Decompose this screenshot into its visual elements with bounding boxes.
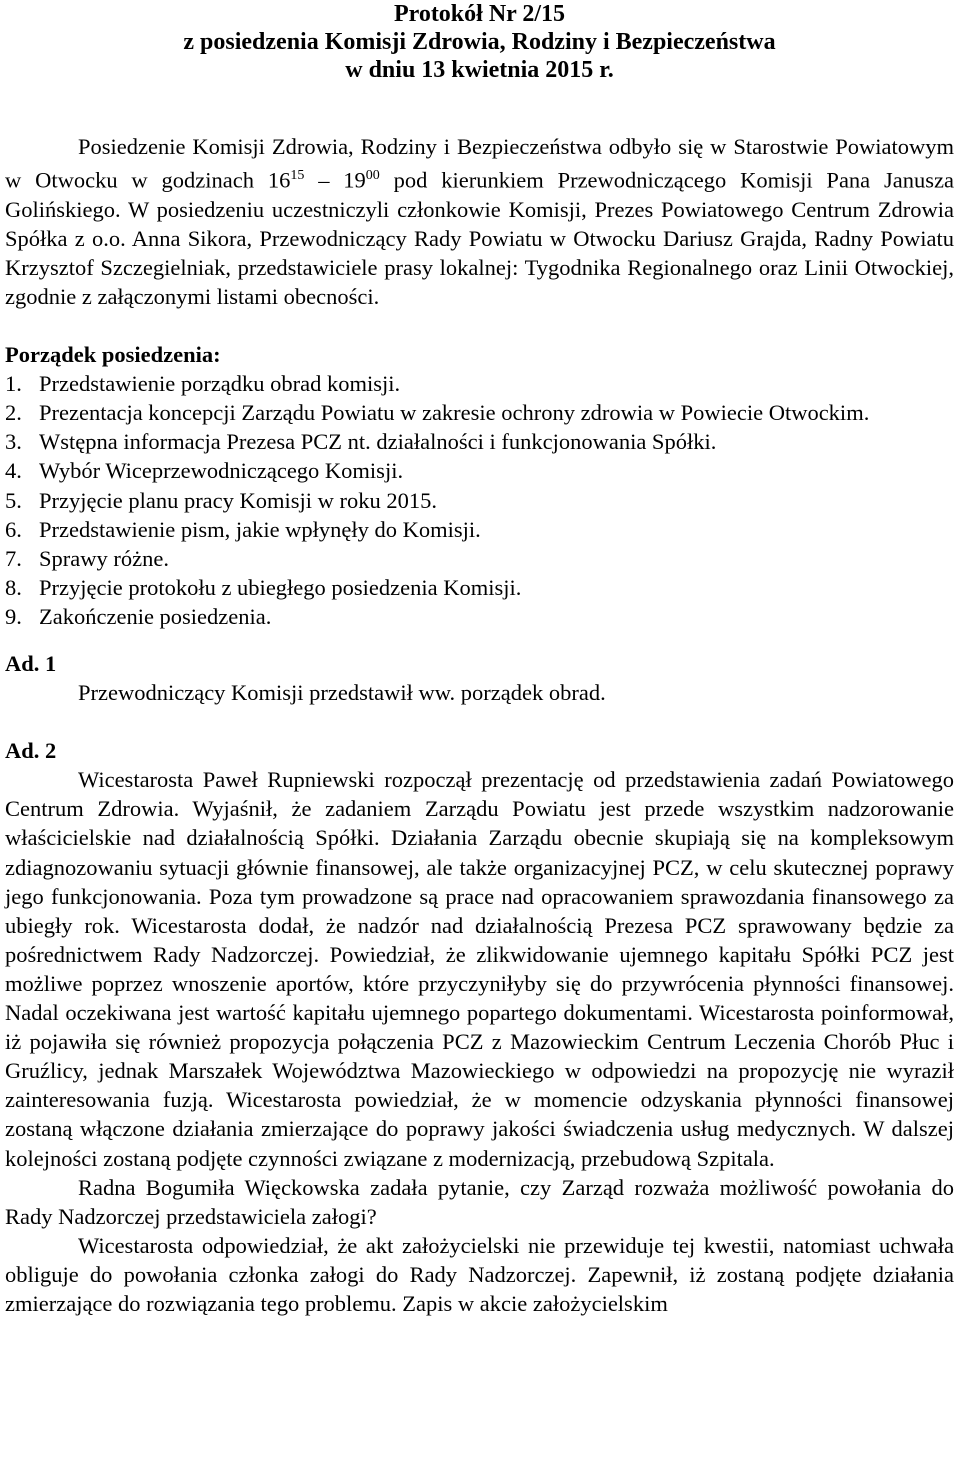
agenda-item xyxy=(5,369,954,398)
agenda-list xyxy=(5,369,954,631)
document-header xyxy=(5,0,954,84)
agenda-item xyxy=(5,427,954,456)
ad2-paragraph: Radna Bogumiła Więckowska zadała pytanie, czy Zarząd rozważa możliwość powołania do Rady Nadzorczej przedstawiciela załogi? xyxy=(5,1174,954,1229)
ad1-text: Przewodniczący Komisji przedstawił ww. porządek obrad. xyxy=(78,680,606,706)
agenda-item xyxy=(5,398,954,427)
intro-paragraph xyxy=(5,132,954,311)
agenda-item-text: Przedstawienie porządku obrad komisji. xyxy=(39,371,401,397)
agenda-item xyxy=(5,515,954,544)
protocol-date: w dniu 13 kwietnia 2015 r. xyxy=(345,57,614,83)
ad2-paragraph: Wicestarosta Paweł Rupniewski rozpoczął prezentację od przedstawienia zadań Powiatowego Centrum Zdrowia. Wyjaśnił, że zadaniem Zarządu Powiatu jest przede wszystkim nadzorowanie właścicielskie nad działalnością Spółki. Działania Zarządu obecnie skupiają się na kompleksowym zdiagnozowaniu sytuacji głównie finansowej, ale także organizacyjnej PCZ, w celu skutecznej poprawy jego funkcjonowania. Poza tym prowadzone są prace nad opracowaniem sprawozdania finansowego za ubiegły rok. Wicestarosta dodał, że nadzór nad działalnością Prezesa PCZ sprawowany będzie za pośrednictwem Rady Nadzorczej. Powiedział, że zlikwidowanie ujemnego kapitału Spółki PCZ jest możliwe poprzez wnoszenie aportów, które przyczyniłyby się do przywrócenia płynności finansowej. Nadal oczekiwana jest wartość kapitału ujemnego popartego dokumentami. Wicestarosta poinformował, iż pojawiła się również propozycja połączenia PCZ z Mazowieckim Centrum Leczenia Chorób Płuc i Gruźlicy, jednak Marszałek Województwa Mazowieckiego w odpowiedzi na propozycję nie wyraził zainteresowania fuzją. Wicestarosta powiedział, że w momencie odzyskania płynności finansowej zostaną włączone działania zmierzające do poprawy jakości świadczenia usług medycznych. W dalszej kolejności zostaną podjęte czynności związane z modernizacją, przebudową Szpitala. xyxy=(5,767,954,1171)
agenda-item-number: 5. xyxy=(5,487,22,513)
agenda-item-number: 3. xyxy=(5,429,22,455)
agenda-item xyxy=(5,544,954,573)
agenda-item xyxy=(5,573,954,602)
agenda-item-number: 6. xyxy=(5,516,22,542)
agenda-item-text: Wybór Wiceprzewodniczącego Komisji. xyxy=(39,458,404,484)
agenda-item-number: 4. xyxy=(5,458,22,484)
agenda-item-text: Przedstawienie pism, jakie wpłynęły do Komisji. xyxy=(39,516,481,542)
agenda-item xyxy=(5,456,954,485)
agenda-item xyxy=(5,486,954,515)
agenda-item-number: 1. xyxy=(5,371,22,397)
agenda-item-number: 7. xyxy=(5,545,22,571)
ad1-title: Ad. 1 xyxy=(5,651,57,676)
agenda-item-text: Przyjęcie planu pracy Komisji w roku 2015. xyxy=(39,487,438,513)
protocol-subtitle: z posiedzenia Komisji Zdrowia, Rodziny i Bezpieczeństwa xyxy=(183,29,776,55)
agenda-item xyxy=(5,602,954,631)
end-time-minutes: 00 xyxy=(365,168,380,184)
agenda-item-text: Przyjęcie protokołu z ubiegłego posiedzenia Komisji. xyxy=(39,574,522,600)
agenda-item-text: Zakończenie posiedzenia. xyxy=(39,603,272,629)
time-separator: – 19 xyxy=(304,167,366,193)
intro-text-start: Posiedzenie Komisji Zdrowia, Rodziny i Bezpieczeństwa odbyło się w Starostwie Powiatowym w Otwocku w godzinach 16 xyxy=(5,134,954,193)
protocol-title: Protokół Nr 2/15 xyxy=(393,1,566,27)
agenda-item-number: 2. xyxy=(5,400,22,426)
agenda-title: Porządek posiedzenia: xyxy=(5,342,221,368)
agenda-item-number: 8. xyxy=(5,574,22,600)
ad2-title: Ad. 2 xyxy=(5,738,57,764)
intro-text-end: pod kierunkiem Przewodniczącego Komisji Pana Janusza Golińskiego. W posiedzeniu uczestniczyli członkowie Komisji, Prezes Powiatowego Centrum Zdrowia Spółka z o.o. Anna Sikora, Przewodniczący Rady Powiatu w Otwocku Dariusz Grajda, Radny Powiatu Krzysztof Szczegielniak, przedstawiciele prasy lokalnej: Tygodnika Regionalnego oraz Linii Otwockiej, zgodnie z załączonymi listami obecności. xyxy=(5,167,954,309)
agenda-item-number: 9. xyxy=(5,603,22,629)
agenda-item-text: Sprawy różne. xyxy=(39,545,169,571)
ad2-paragraph: Wicestarosta odpowiedział, że akt założycielski nie przewiduje tej kwestii, natomiast uchwała obliguje do powołania członka załogi do Rady Nadzorczej. Zapewnił, iż zostaną podjęte działania zmierzające do rozwiązania tego problemu. Zapis w akcie założycielskim xyxy=(5,1232,954,1316)
agenda-item-text: Wstępna informacja Prezesa PCZ nt. działalności i funkcjonowania Spółki. xyxy=(39,429,717,455)
agenda-item-text: Prezentacja koncepcji Zarządu Powiatu w zakresie ochrony zdrowia w Powiecie Otwockim. xyxy=(39,400,870,426)
start-time-minutes: 15 xyxy=(290,168,305,184)
